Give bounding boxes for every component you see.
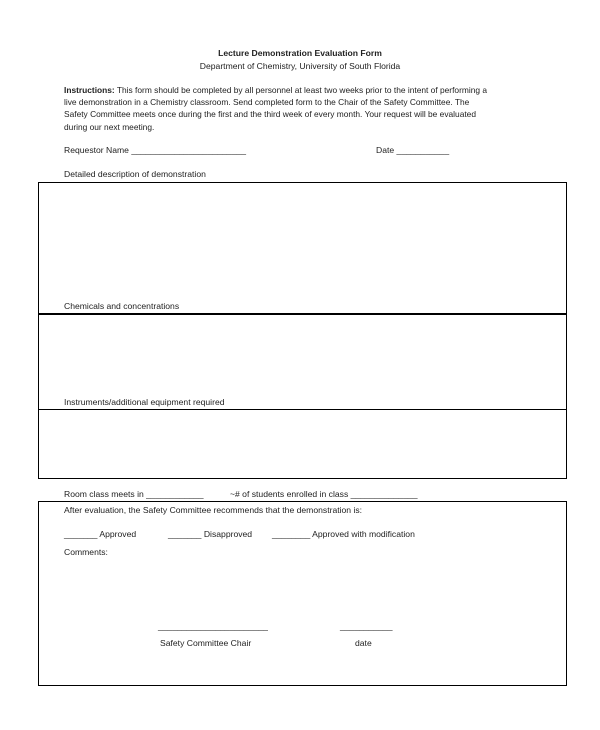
form-title: Lecture Demonstration Evaluation Form [218,48,382,58]
instructions-label: Instructions: [64,85,115,95]
description-box[interactable] [38,182,567,314]
instructions-line-2: live demonstration in a Chemistry classroom. Send completed form to the Chair of the Safety Committee. The [64,97,470,108]
students-field[interactable]: ~# of students enrolled in class ______________ [230,489,418,499]
chemicals-label: Chemicals and concentrations [64,301,180,311]
comments-label: Comments: [64,547,108,557]
date-field[interactable]: Date ___________ [376,145,450,155]
chemicals-box[interactable] [38,314,567,410]
disapproved-option[interactable]: _______ Disapproved [168,529,253,539]
approved-option[interactable]: _______ Approved [64,529,137,539]
instructions-line-3: Safety Committee meets once during the first and the third week of every month. Your request will be evaluated [64,109,476,120]
instructions-line-4: during our next meeting. [64,121,155,132]
instructions-line-1: This form should be completed by all personnel at least two weeks prior to the intent of performing a [116,85,487,95]
room-field[interactable]: Room class meets in ____________ [64,489,204,499]
instruments-label: Instruments/additional equipment required [64,397,225,407]
date-label: date [355,638,372,648]
department-subtitle: Department of Chemistry, University of South Florida [199,61,401,71]
description-label: Detailed description of demonstration [64,169,206,179]
approved-with-modification-option[interactable]: ________ Approved with modification [272,529,415,539]
chair-label: Safety Committee Chair [160,638,252,648]
requestor-name-field[interactable]: Requestor Name ________________________ [64,145,247,155]
evaluation-intro: After evaluation, the Safety Committee recommends that the demonstration is: [64,505,363,515]
instructions-block [64,84,554,133]
chair-signature-line[interactable]: _______________________ [158,621,268,631]
instruments-box[interactable] [38,409,567,479]
date-signature-line[interactable]: ___________ [340,621,393,631]
